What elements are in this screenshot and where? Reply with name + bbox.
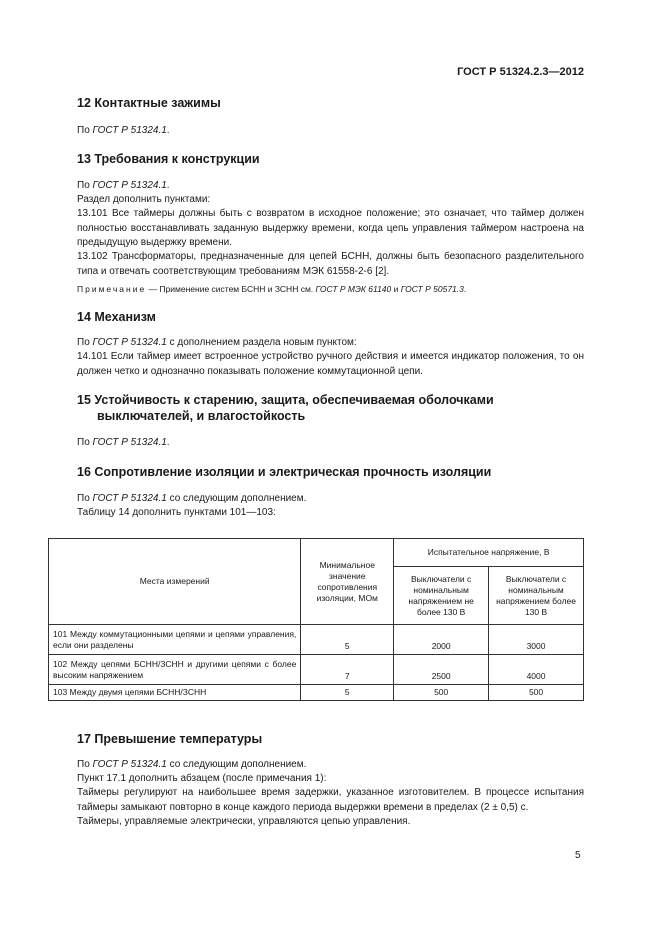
table-cell-voltage-low: 2000	[394, 625, 489, 655]
table-cell-voltage-high: 500	[489, 685, 584, 701]
table-cell-voltage-high: 3000	[489, 625, 584, 655]
standard-reference: ГОСТ Р 51324.1	[92, 125, 167, 136]
insulation-table	[48, 538, 584, 701]
table-cell-place: 102 Между цепями БСНН/ЗСНН и другими цепями с более высоким напряжением	[49, 655, 301, 685]
section-13-title: 13 Требования к конструкции	[77, 152, 260, 166]
section-15-title-line-2: выключателей, и влагостойкость	[97, 409, 306, 423]
section-12-text: По ГОСТ Р 51324.1.	[77, 125, 170, 136]
note-label: Примечание	[77, 284, 147, 294]
section-12-title: 12 Контактные зажимы	[77, 96, 221, 110]
section-16-title: 16 Сопротивление изоляции и электрическая прочность изоляции	[77, 465, 492, 479]
table-cell-place: 103 Между двумя цепями БСНН/ЗСНН	[49, 685, 301, 701]
section-14-text-1: По ГОСТ Р 51324.1 с дополнением раздела новым пунктом:	[77, 337, 357, 348]
table-cell-resistance: 5	[301, 625, 394, 655]
table-cell-place: 101 Между коммутационными цепями и цепями управления, если они разделены	[49, 625, 301, 655]
standard-reference: ГОСТ Р 51324.1	[92, 759, 167, 770]
clause-13-102: 13.102 Трансформаторы, предназначенные для цепей БСНН, должны быть безопасного разделительного типа и отвечать соответствующим требованиям МЭК 61558-2-6 [2].	[77, 251, 584, 277]
page-header: ГОСТ Р 51324.2.3—2012	[457, 66, 584, 78]
standard-reference: ГОСТ Р 51324.1	[92, 437, 167, 448]
table-cell-voltage-low: 2500	[394, 655, 489, 685]
section-16-text-1: По ГОСТ Р 51324.1 со следующим дополнением.	[77, 493, 307, 504]
table-cell-voltage-high: 4000	[489, 655, 584, 685]
section-15-text: По ГОСТ Р 51324.1.	[77, 437, 170, 448]
table-header-resistance: Минимальное значение сопротивления изоляции, МОм	[301, 539, 394, 625]
page-number: 5	[575, 850, 581, 861]
clause-14-101: 14.101 Если таймер имеет встроенное устройство ручного действия и имеется индикатор положения, то он должен четко и однозначно показывать положение коммутационной цепи.	[77, 351, 584, 377]
section-17-text-3: Таймеры регулируют на наибольшее время задержки, указанное изготовителем. В процессе испытания таймеры замыкают повторно в конце каждого периода выдержки времени в пределах (2 ± 0,5) с.	[77, 787, 584, 813]
table-cell-voltage-low: 500	[394, 685, 489, 701]
section-17-text-2: Пункт 17.1 дополнить абзацем (после примечания 1):	[77, 773, 327, 784]
section-15-title-line-1: 15 Устойчивость к старению, защита, обеспечиваемая оболочками	[77, 393, 494, 407]
table-row	[49, 625, 584, 655]
table-header-places: Места измерений	[49, 539, 301, 625]
section-13-text-2: Раздел дополнить пунктами:	[77, 194, 211, 205]
table-header-voltage: Испытательное напряжение, В	[394, 539, 584, 567]
section-17-text-4: Таймеры, управляемые электрически, управляются цепью управления.	[77, 816, 411, 827]
section-17-text-1: По ГОСТ Р 51324.1 со следующим дополнением.	[77, 759, 307, 770]
table-row	[49, 655, 584, 685]
section-17-title: 17 Превышение температуры	[77, 732, 263, 746]
table-row	[49, 685, 584, 701]
note: Примечание — Применение систем БСНН и ЗСНН см. ГОСТ Р МЭК 61140 и ГОСТ Р 50571.3.	[77, 284, 467, 294]
section-14-title: 14 Механизм	[77, 310, 156, 324]
section-13-text-1: По ГОСТ Р 51324.1.	[77, 180, 170, 191]
clause-13-101: 13.101 Все таймеры должны быть с возвратом в исходное положение; это означает, что таймер должен полностью восстанавливать заданную выдержку времени, когда цепь управления таймером настроена на предыдущую выдержку времени.	[77, 208, 584, 248]
standard-reference: ГОСТ Р 51324.1	[92, 180, 167, 191]
standard-reference: ГОСТ Р 51324.1	[92, 493, 167, 504]
table-header-voltage-low: Выключатели с номинальным напряжением не более 130 В	[394, 567, 489, 625]
table-cell-resistance: 7	[301, 655, 394, 685]
standard-reference: ГОСТ Р 51324.1	[92, 337, 167, 348]
section-16-text-2: Таблицу 14 дополнить пунктами 101—103:	[77, 507, 276, 518]
table-cell-resistance: 5	[301, 685, 394, 701]
table-header-voltage-high: Выключатели с номинальным напряжением более 130 В	[489, 567, 584, 625]
